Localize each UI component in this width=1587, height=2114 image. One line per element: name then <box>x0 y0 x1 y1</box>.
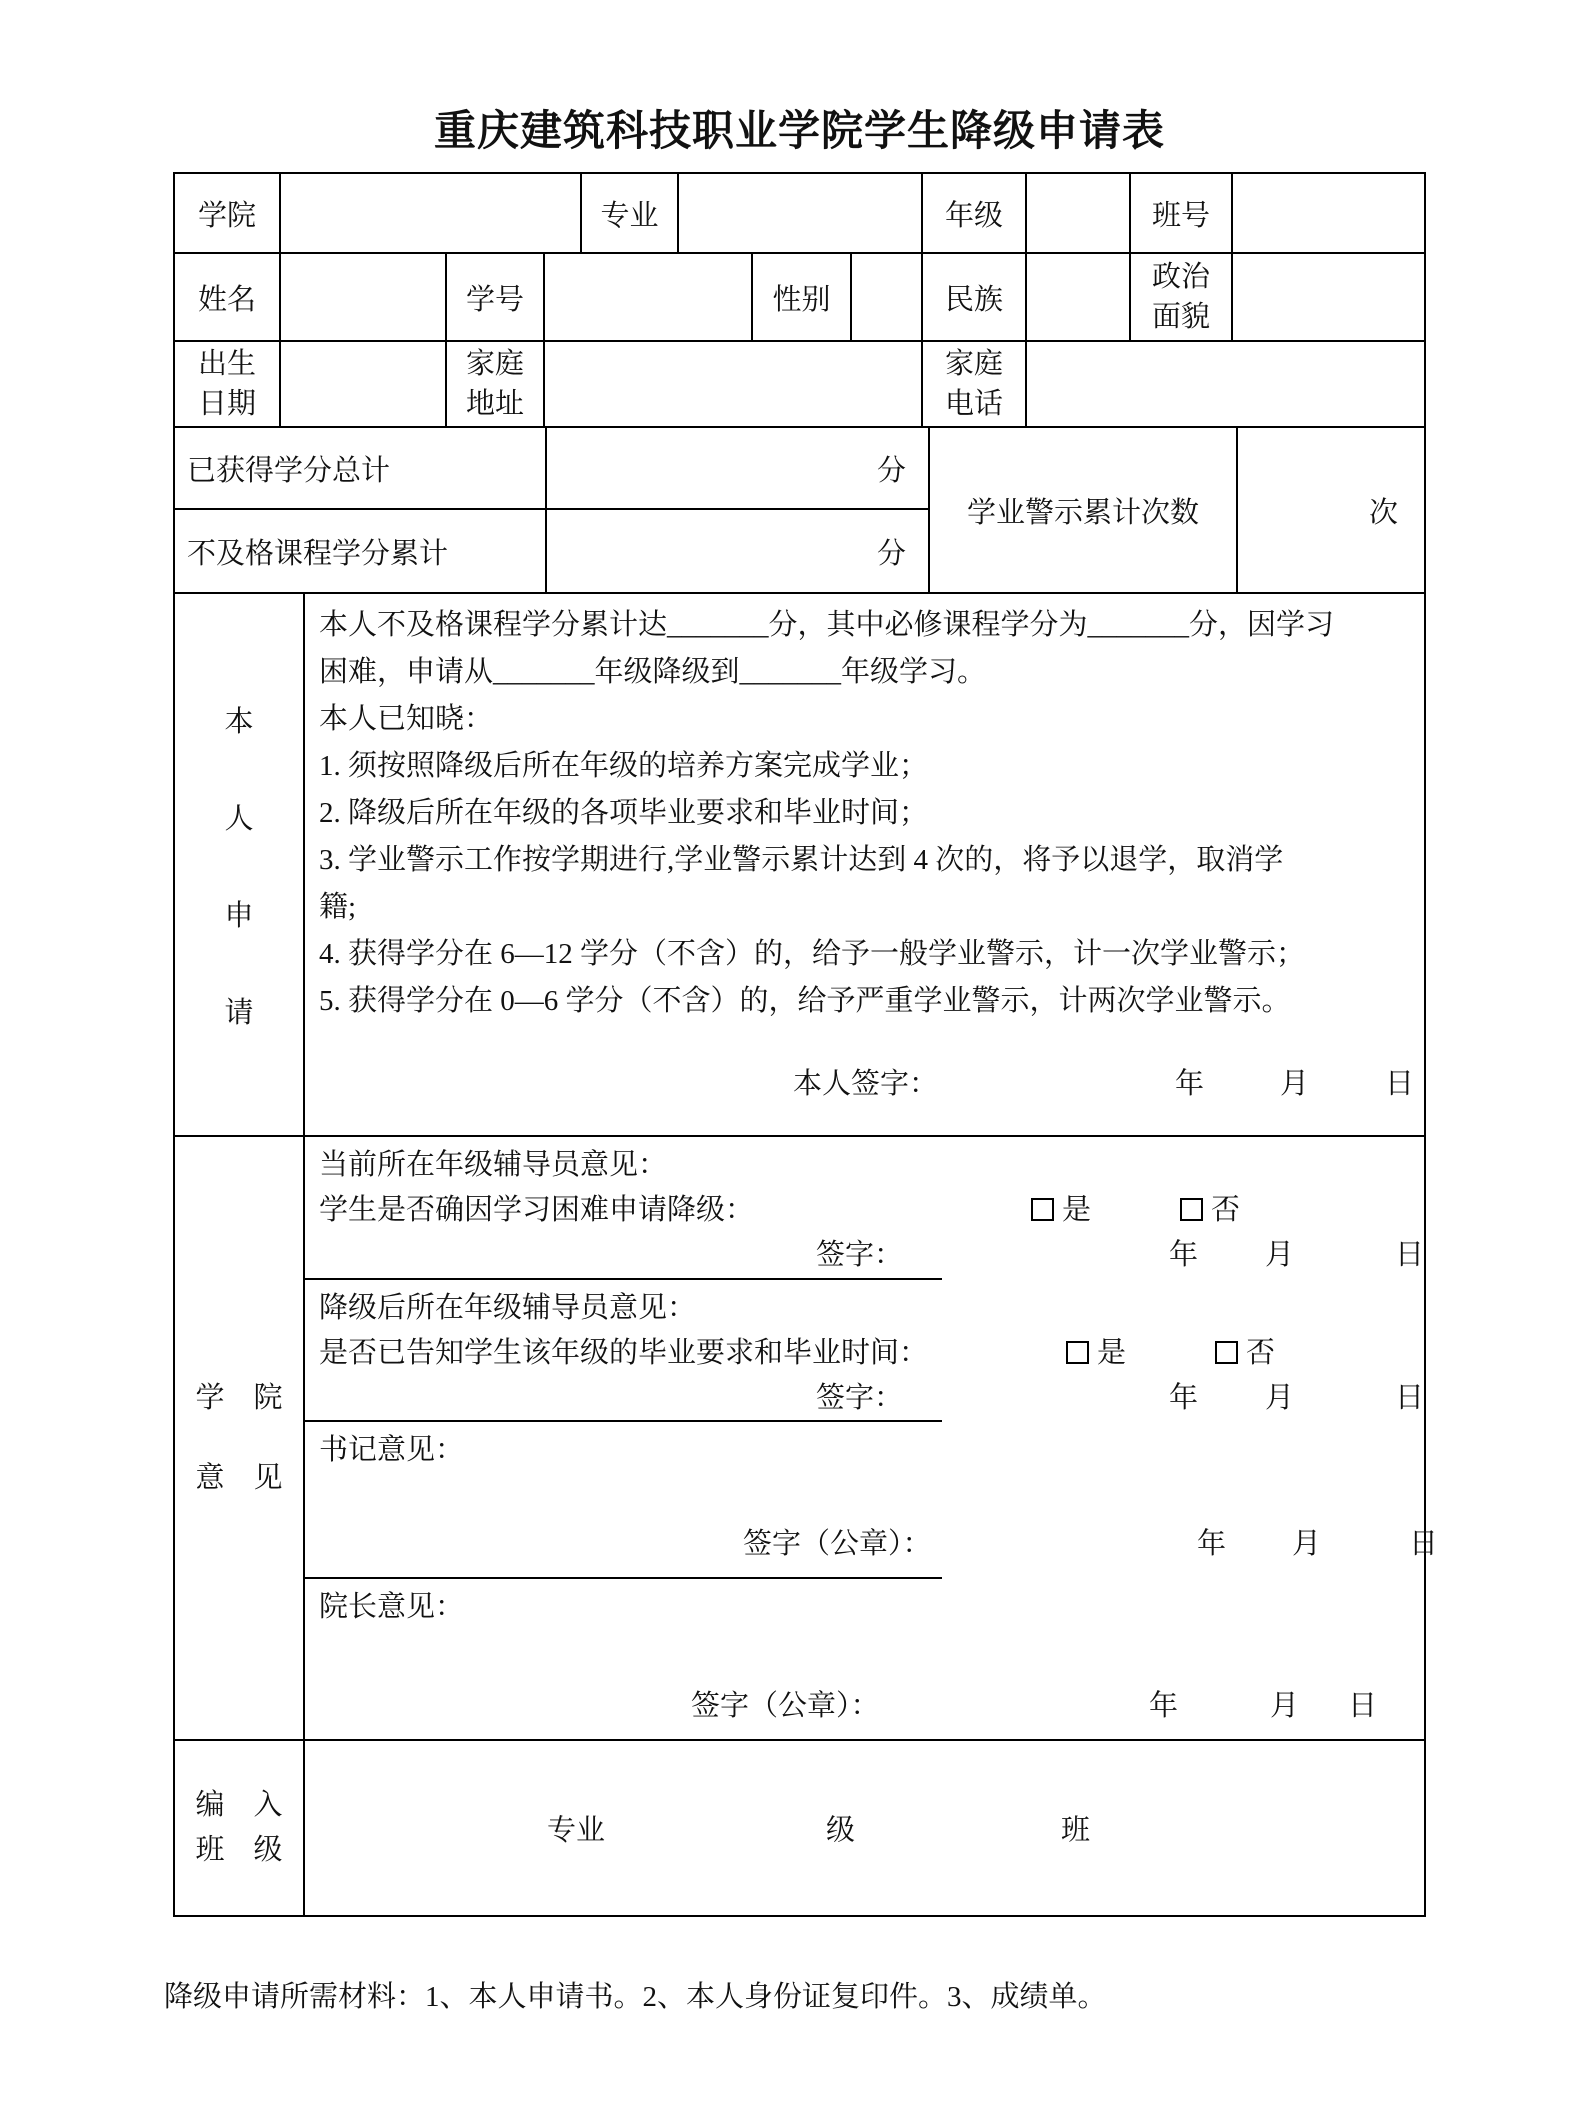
failed-credits-unit: 分 <box>876 537 906 570</box>
sign-month: 月 <box>1265 1382 1295 1414</box>
application-text-line: 5. 获得学分在 0—6 学分（不含）的，给予严重学业警示，计两次学业警示。 <box>319 985 1291 1017</box>
college-opinion-content <box>305 1137 1439 1739</box>
application-text-line: 籍; <box>319 891 357 923</box>
sign-year: 年 <box>1149 1690 1179 1722</box>
no-label: 否 <box>1211 1194 1241 1226</box>
home-phone-input-cell[interactable] <box>1027 342 1424 426</box>
sign-month: 月 <box>1265 1239 1295 1271</box>
sign-seal-label: 签字（公章）： <box>691 1690 880 1722</box>
home-address-label: 家庭地址 <box>447 342 545 426</box>
sign-day: 日 <box>1395 1382 1425 1414</box>
current-counselor-opinion[interactable] <box>305 1137 1425 1280</box>
failed-credits-input-cell[interactable] <box>547 510 930 592</box>
application-text-line: 本人不及格课程学分累计达_______分，其中必修课程学分为_______分，因学习 <box>319 609 1335 641</box>
current-counselor-question-row <box>319 1188 1241 1233</box>
sign-year: 年 <box>1197 1528 1227 1560</box>
sign-seal-label: 签字（公章）： <box>743 1528 932 1560</box>
birth-date-label: 出生日期 <box>175 342 281 426</box>
sign-day: 日 <box>1395 1239 1425 1271</box>
self-sign-year: 年 <box>1175 1068 1205 1100</box>
form-title: 重庆建筑科技职业学院学生降级申请表 <box>433 109 1165 155</box>
self-sign-label: 本人签字： <box>793 1068 939 1100</box>
checkbox-icon[interactable] <box>1066 1341 1089 1364</box>
college-opinion-side-label-line1: 学 院 <box>195 1382 283 1414</box>
application-text-line: 3. 学业警示工作按学期进行,学业警示累计达到 4 次的，将予以退学，取消学 <box>319 844 1284 876</box>
college-opinion-side-label <box>175 1137 305 1739</box>
failed-credits-row <box>175 510 930 592</box>
college-input-cell[interactable] <box>281 174 582 252</box>
sign-day: 日 <box>1348 1690 1378 1722</box>
political-status-input-cell[interactable] <box>1233 254 1424 340</box>
required-materials-note: 降级申请所需材料：1、本人申请书。2、本人身份证复印件。3、成绩单。 <box>164 1981 1107 2013</box>
row-college <box>175 174 1424 254</box>
sign-year: 年 <box>1169 1382 1199 1414</box>
section-college-opinion <box>175 1137 1439 1741</box>
secretary-title: 书记意见： <box>319 1434 465 1466</box>
major-input-cell[interactable] <box>679 174 923 252</box>
gender-input-cell[interactable] <box>852 254 923 340</box>
failed-credits-label: 不及格课程学分累计 <box>175 510 547 592</box>
earned-credits-row <box>175 428 930 510</box>
self-signature-row <box>319 1061 1415 1108</box>
dean-signature-row <box>319 1684 1378 1729</box>
current-counselor-no-option[interactable] <box>1180 1188 1240 1233</box>
row-credits <box>175 428 1424 594</box>
section-self-application <box>175 594 1424 1137</box>
warning-count-label: 学业警示累计次数 <box>930 428 1238 592</box>
new-counselor-yes-option[interactable] <box>1066 1331 1126 1376</box>
section-placement <box>175 1741 1424 1915</box>
birth-date-input-cell[interactable] <box>281 342 447 426</box>
credits-left-block <box>175 428 930 592</box>
college-opinion-side-label-line2: 意 见 <box>195 1462 283 1494</box>
placement-class-suffix: 班 <box>1061 1814 1091 1847</box>
placement-major-suffix: 专业 <box>547 1814 606 1847</box>
sign-label: 签字： <box>816 1382 904 1414</box>
sign-month: 月 <box>1270 1690 1300 1722</box>
current-counselor-yes-option[interactable] <box>1031 1188 1091 1233</box>
no-label: 否 <box>1246 1337 1276 1369</box>
placement-side-label-line2: 班 级 <box>195 1834 283 1866</box>
sign-year: 年 <box>1169 1239 1199 1271</box>
self-application-side-label <box>175 594 305 1135</box>
ethnicity-input-cell[interactable] <box>1027 254 1131 340</box>
sign-label: 签字： <box>816 1239 904 1271</box>
current-counselor-title: 当前所在年级辅导员意见： <box>319 1149 668 1181</box>
secretary-opinion[interactable] <box>305 1422 1439 1579</box>
new-counselor-title: 降级后所在年级辅导员意见： <box>319 1292 697 1324</box>
gender-label: 性别 <box>753 254 852 340</box>
yes-label: 是 <box>1062 1194 1092 1226</box>
self-sign-day: 日 <box>1385 1068 1415 1100</box>
application-text-line: 困难，申请从_______年级降级到_______年级学习。 <box>319 656 987 688</box>
ethnicity-label: 民族 <box>923 254 1027 340</box>
earned-credits-input-cell[interactable] <box>547 428 930 508</box>
dean-opinion[interactable] <box>305 1579 1378 1739</box>
placement-grade-suffix: 级 <box>826 1814 856 1847</box>
self-application-side-label-text: 本 人 申 请 <box>224 705 254 1029</box>
placement-input-cell[interactable] <box>305 1741 1424 1915</box>
political-status-label: 政治面貌 <box>1131 254 1233 340</box>
placement-side-label-line1: 编 入 <box>195 1789 283 1821</box>
major-label: 专业 <box>582 174 679 252</box>
self-sign-month: 月 <box>1280 1068 1310 1100</box>
student-id-input-cell[interactable] <box>545 254 753 340</box>
grade-label: 年级 <box>923 174 1027 252</box>
yes-label: 是 <box>1097 1337 1127 1369</box>
new-counselor-no-option[interactable] <box>1215 1331 1275 1376</box>
new-counselor-question: 是否已告知学生该年级的毕业要求和毕业时间： <box>319 1337 929 1369</box>
home-phone-label: 家庭电话 <box>923 342 1027 426</box>
grade-input-cell[interactable] <box>1027 174 1131 252</box>
new-counselor-question-row <box>319 1331 1276 1376</box>
sign-month: 月 <box>1292 1528 1322 1560</box>
checkbox-icon[interactable] <box>1031 1198 1054 1221</box>
name-label: 姓名 <box>175 254 281 340</box>
warning-count-unit: 次 <box>1368 496 1398 529</box>
placement-side-label <box>175 1741 305 1915</box>
checkbox-icon[interactable] <box>1215 1341 1238 1364</box>
name-input-cell[interactable] <box>281 254 447 340</box>
row-name <box>175 254 1424 342</box>
self-application-content[interactable] <box>305 594 1424 1135</box>
warning-count-input-cell[interactable] <box>1238 428 1424 592</box>
application-text-line: 2. 降级后所在年级的各项毕业要求和毕业时间； <box>319 797 929 829</box>
current-counselor-question: 学生是否确因学习困难申请降级： <box>319 1194 755 1226</box>
application-text-line: 4. 获得学分在 6—12 学分（不含）的，给予一般学业警示，计一次学业警示； <box>319 938 1306 970</box>
home-address-input-cell[interactable] <box>545 342 923 426</box>
checkbox-icon[interactable] <box>1180 1198 1203 1221</box>
student-id-label: 学号 <box>447 254 545 340</box>
current-counselor-signature-row <box>319 1233 1425 1278</box>
earned-credits-label: 已获得学分总计 <box>175 428 547 508</box>
application-form-table <box>173 172 1439 1917</box>
sign-day: 日 <box>1409 1528 1439 1560</box>
class-no-input-cell[interactable] <box>1233 174 1424 252</box>
application-text-line: 本人已知晓： <box>319 703 494 735</box>
application-text-line: 1. 须按照降级后所在年级的培养方案完成学业； <box>319 750 929 782</box>
college-label: 学院 <box>175 174 281 252</box>
new-counselor-opinion[interactable] <box>305 1280 1425 1422</box>
dean-title: 院长意见： <box>319 1591 465 1623</box>
row-birth <box>175 342 1424 428</box>
secretary-signature-row <box>319 1522 1439 1567</box>
class-no-label: 班号 <box>1131 174 1233 252</box>
new-counselor-signature-row <box>319 1376 1425 1420</box>
earned-credits-unit: 分 <box>876 454 906 487</box>
